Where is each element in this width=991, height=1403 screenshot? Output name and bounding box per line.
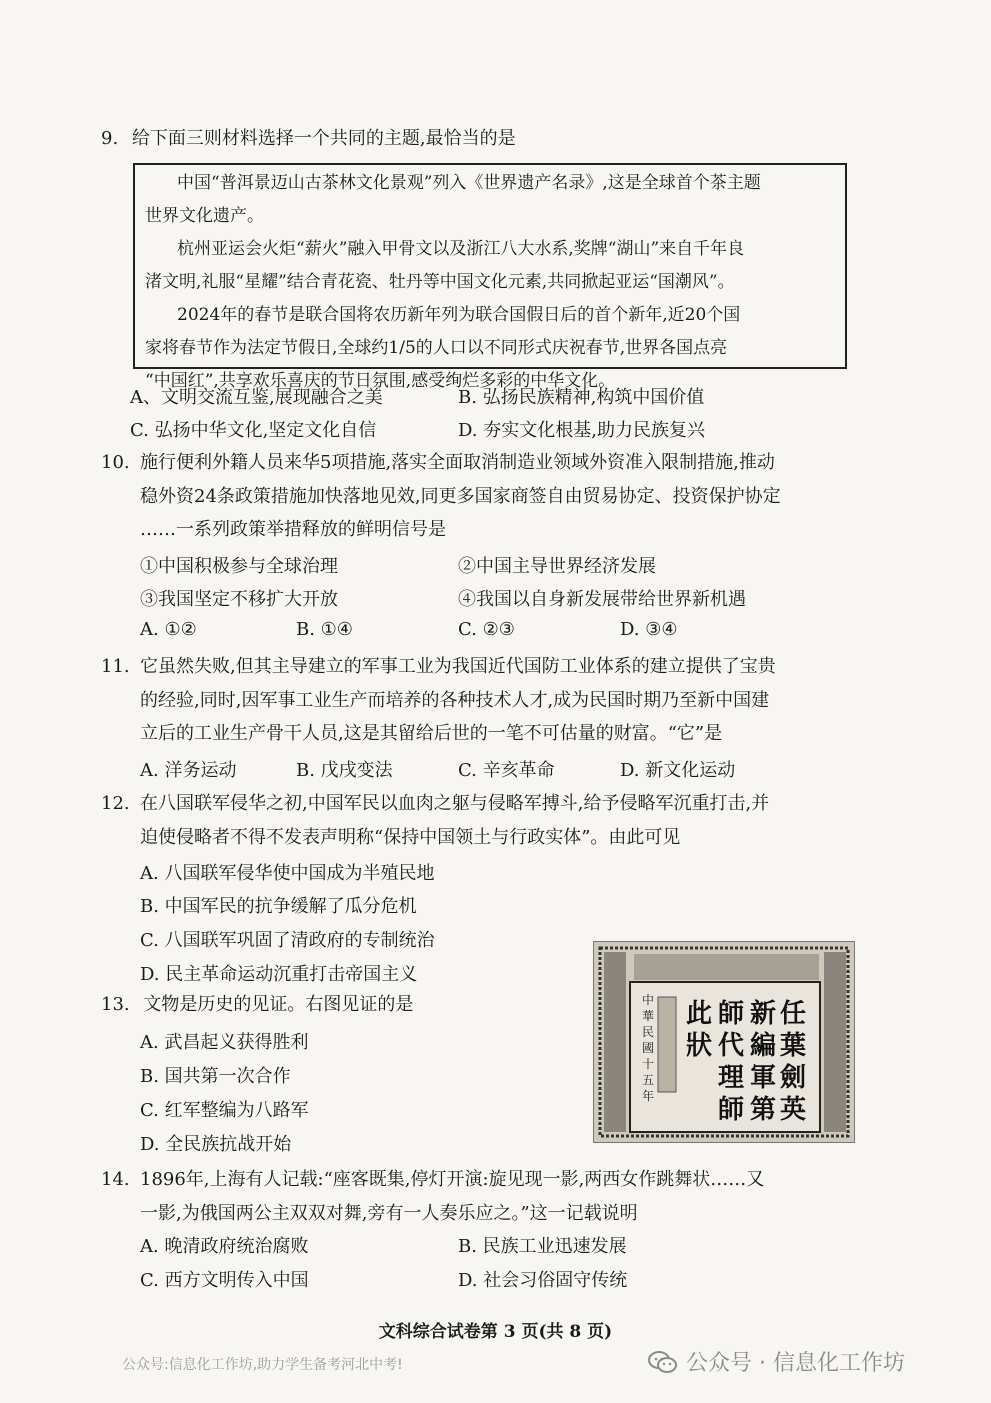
stem-line: 1896年,上海有人记载:“座客既集,停灯开演:旋见现一影,两西女作跳舞状……又 bbox=[140, 1169, 765, 1190]
svg-text:理: 理 bbox=[718, 1063, 745, 1093]
question-number: 14. bbox=[101, 1169, 130, 1190]
option-d[interactable]: D. ③④ bbox=[620, 619, 678, 640]
passage-line: 渚文明,礼服“星耀”结合青花瓷、牡丹等中国文化元素,共同掀起亚运“国潮风”。 bbox=[145, 272, 735, 292]
wechat-icon bbox=[648, 1350, 678, 1374]
svg-text:華: 華 bbox=[642, 1009, 655, 1023]
option-d[interactable]: D. 夯实文化根基,助力民族复兴 bbox=[458, 420, 705, 441]
statement-4: ④我国以自身新发展带给世界新机遇 bbox=[458, 589, 746, 610]
option-b[interactable]: B. 国共第一次合作 bbox=[140, 1066, 291, 1087]
svg-text:師: 師 bbox=[718, 1095, 745, 1125]
material-box bbox=[133, 163, 847, 391]
option-b[interactable]: B. 戊戌变法 bbox=[296, 760, 393, 781]
question-number: 13. bbox=[101, 994, 130, 1015]
passage-line: 世界文化遗产。 bbox=[145, 206, 264, 226]
question-number: 9. bbox=[101, 128, 119, 149]
stem-line: 在八国联军侵华之初,中国军民以血肉之躯与侵略军搏斗,给予侵略军沉重打击,并 bbox=[140, 793, 770, 814]
svg-text:國: 國 bbox=[642, 1041, 655, 1055]
question-12 bbox=[101, 787, 130, 821]
option-d[interactable]: D. 社会习俗固守传统 bbox=[458, 1270, 628, 1291]
svg-text:中: 中 bbox=[642, 993, 655, 1007]
svg-text:民: 民 bbox=[642, 1025, 655, 1039]
question-stem: 给下面三则材料选择一个共同的主题,最恰当的是 bbox=[131, 128, 516, 149]
svg-text:狀: 狀 bbox=[686, 1031, 713, 1061]
question-stem bbox=[140, 650, 776, 751]
question-13 bbox=[101, 988, 413, 1022]
svg-text:葉: 葉 bbox=[780, 1031, 807, 1061]
option-c[interactable]: C. 西方文明传入中国 bbox=[140, 1270, 309, 1291]
svg-text:第: 第 bbox=[750, 1095, 777, 1125]
option-a[interactable]: A. 洋务运动 bbox=[140, 760, 237, 781]
svg-text:此: 此 bbox=[686, 999, 713, 1029]
option-b[interactable]: B. 中国军民的抗争缓解了瓜分危机 bbox=[140, 896, 417, 917]
svg-text:年: 年 bbox=[642, 1089, 655, 1103]
question-number: 11. bbox=[101, 656, 130, 677]
statement-2: ②中国主导世界经济发展 bbox=[458, 556, 656, 577]
statement-3: ③我国坚定不移扩大开放 bbox=[140, 589, 338, 610]
passage-line: 杭州亚运会火炬“薪火”融入甲骨文以及浙江八大水系,奖牌“湖山”来自千年良 bbox=[177, 239, 745, 259]
stem-line: 施行便利外籍人员来华5项措施,落实全面取消制造业领域外资准入限制措施,推动 bbox=[140, 452, 775, 473]
statement-1: ①中国积极参与全球治理 bbox=[140, 556, 338, 577]
option-c[interactable]: C. 八国联军巩固了清政府的专制统治 bbox=[140, 930, 435, 951]
svg-text:新: 新 bbox=[750, 999, 777, 1029]
stem-line: 迫使侵略者不得不发表声明称“保持中国领土与行政实体”。由此可见 bbox=[140, 826, 681, 848]
option-a[interactable]: A. 晚清政府统治腐败 bbox=[140, 1236, 309, 1257]
stem-line: 稳外资24条政策措施加快落地见效,同更多国家商签自由贸易协定、投资保护协定 bbox=[140, 485, 781, 507]
svg-text:五: 五 bbox=[642, 1073, 655, 1087]
stem-line: 它虽然失败,但其主导建立的军事工业为我国近代国防工业体系的建立提供了宝贵 bbox=[140, 656, 776, 677]
option-d[interactable]: D. 新文化运动 bbox=[620, 760, 736, 781]
question-number: 10. bbox=[101, 452, 130, 473]
document-illustration bbox=[594, 942, 854, 1142]
passage-line: 2024年的春节是联合国将农历新年列为联合国假日后的首个新年,近20个国 bbox=[177, 305, 741, 325]
option-c[interactable]: C. 红军整编为八路军 bbox=[140, 1100, 309, 1121]
svg-text:編: 編 bbox=[750, 1031, 777, 1061]
historical-document-image bbox=[593, 941, 855, 1143]
option-d[interactable]: D. 民主革命运动沉重打击帝国主义 bbox=[140, 964, 418, 985]
option-c[interactable]: C. 弘扬中华文化,坚定文化自信 bbox=[130, 420, 377, 441]
wechat-account-name: 公众号 · 信息化工作坊 bbox=[686, 1351, 905, 1376]
svg-text:軍: 軍 bbox=[750, 1063, 777, 1093]
option-b[interactable]: B. 民族工业迅速发展 bbox=[458, 1236, 627, 1257]
svg-text:英: 英 bbox=[780, 1095, 807, 1125]
question-14 bbox=[101, 1163, 130, 1197]
question-stem: 文物是历史的见证。右图见证的是 bbox=[143, 994, 414, 1015]
stem-line: 的经验,同时,因军事工业生产而培养的各种技术人才,成为民国时期乃至新中国建 bbox=[140, 689, 770, 711]
option-a[interactable]: A. ①② bbox=[140, 619, 197, 640]
svg-text:十: 十 bbox=[642, 1057, 655, 1071]
wechat-watermark bbox=[648, 1346, 905, 1377]
option-b[interactable]: B. 弘扬民族精神,构筑中国价值 bbox=[458, 387, 705, 408]
passage-line: 家将春节作为法定节假日,全球约1/5的人口以不同形式庆祝春节,世界各国点亮 bbox=[145, 338, 728, 358]
question-stem bbox=[140, 446, 781, 547]
question-11 bbox=[101, 650, 130, 684]
svg-text:代: 代 bbox=[718, 1031, 745, 1061]
passage-line: “中国红”,共享欢乐喜庆的节日氛围,感受绚烂多彩的中华文化。 bbox=[145, 371, 616, 391]
option-c[interactable]: C. ②③ bbox=[458, 619, 515, 640]
question-number: 12. bbox=[101, 793, 130, 814]
option-b[interactable]: B. ①④ bbox=[296, 619, 353, 640]
svg-text:劍: 劍 bbox=[780, 1063, 807, 1093]
option-c[interactable]: C. 辛亥革命 bbox=[458, 760, 555, 781]
watermark-text: 公众号:信息化工作坊,助力学生备考河北中考! bbox=[122, 1357, 403, 1373]
question-stem bbox=[140, 787, 769, 854]
doc-col-text: 任 bbox=[780, 999, 807, 1029]
stem-line: 一影,为俄国两公主双双对舞,旁有一人奏乐应之。”这一记载说明 bbox=[140, 1202, 638, 1224]
question-stem bbox=[140, 1163, 764, 1230]
page-footer: 文科综合试卷第 3 页(共 8 页) bbox=[378, 1322, 613, 1342]
stem-line: ……一系列政策举措释放的鲜明信号是 bbox=[140, 519, 446, 540]
passage-line: 中国“普洱景迈山古茶林文化景观”列入《世界遗产名录》,这是全球首个茶主题 bbox=[177, 173, 761, 193]
option-a[interactable]: A. 武昌起义获得胜利 bbox=[140, 1032, 309, 1053]
svg-text:師: 師 bbox=[718, 999, 745, 1029]
question-10 bbox=[101, 446, 130, 480]
question-9 bbox=[101, 122, 516, 156]
option-a[interactable]: A. 八国联军侵华使中国成为半殖民地 bbox=[140, 863, 435, 884]
option-d[interactable]: D. 全民族抗战开始 bbox=[140, 1134, 292, 1155]
option-a[interactable]: A、文明交流互鉴,展现融合之美 bbox=[130, 387, 383, 408]
stem-line: 立后的工业生产骨干人员,这是其留给后世的一笔不可估量的财富。“它”是 bbox=[140, 723, 723, 744]
